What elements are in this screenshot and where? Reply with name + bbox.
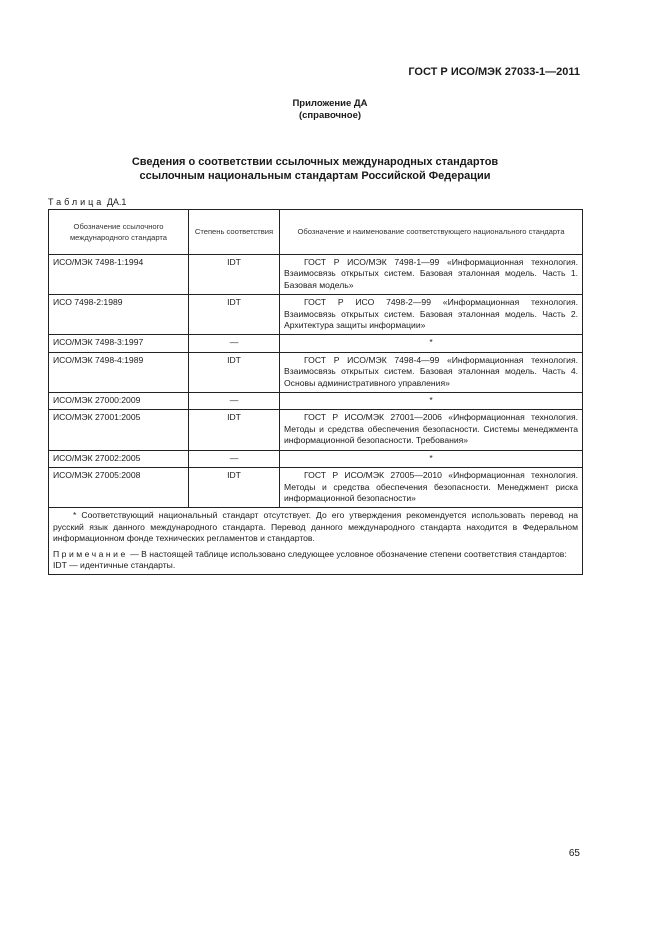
cell-degree: IDT xyxy=(189,468,280,508)
section-title xyxy=(100,155,530,183)
cell-national-standard xyxy=(280,295,583,335)
cell-national-standard: * xyxy=(280,450,583,467)
note-text: — В настоящей таблице использовано следующее условное обозначение степени соответствия стандартов: xyxy=(130,548,567,559)
table-caption xyxy=(48,197,126,207)
table-note xyxy=(53,549,578,560)
note-label: Примечание xyxy=(53,548,128,559)
cell-degree: — xyxy=(189,450,280,467)
section-title-line-2: ссылочным национальным стандартам Российской Федерации xyxy=(139,170,491,182)
header-international-standard: Обозначение ссылочного международного стандарта xyxy=(49,210,189,255)
appendix-subtitle: (справочное) xyxy=(298,110,362,121)
table-footnote-row xyxy=(49,508,583,575)
header-national-standard: Обозначение и наименование соответствующего национального стандарта xyxy=(280,210,583,255)
cell-degree: IDT xyxy=(189,295,280,335)
standards-correspondence-table xyxy=(48,209,583,575)
appendix-heading xyxy=(160,98,500,122)
cell-national-standard: * xyxy=(280,335,583,352)
national-standard-text: ГОСТ Р ИСО 7498-2—99 «Информационная технология. Взаимосвязь открытых систем. Базовая эталонная модель. Часть 2. Архитектура защиты информации» xyxy=(284,297,578,331)
cell-national-standard xyxy=(280,410,583,450)
note-item xyxy=(53,560,578,571)
table-row xyxy=(49,410,583,450)
table-row xyxy=(49,450,583,467)
section-title-line-1: Сведения о соответствии ссылочных международных стандартов xyxy=(131,156,499,168)
cell-degree: IDT xyxy=(189,255,280,295)
cell-degree: — xyxy=(189,335,280,352)
cell-international-standard: ИСО/МЭК 7498-3:1997 xyxy=(49,335,189,352)
footnote xyxy=(53,510,578,544)
footnote-text: * Соответствующий национальный стандарт отсутствует. До его утверждения рекомендуется использовать перевод на русский язык данного международного стандарта. Перевод данного международного стандарта находится в Федеральном информационном фонде технических регламентов и стандартов. xyxy=(53,510,578,543)
table-row xyxy=(49,255,583,295)
note-item-text: IDT — идентичные стандарты. xyxy=(53,560,176,571)
cell-international-standard: ИСО/МЭК 27005:2008 xyxy=(49,468,189,508)
appendix-title: Приложение ДА xyxy=(292,98,368,109)
table-row xyxy=(49,352,583,392)
cell-international-standard: ИСО/МЭК 27001:2005 xyxy=(49,410,189,450)
cell-international-standard: ИСО/МЭК 27000:2009 xyxy=(49,393,189,410)
table-row xyxy=(49,295,583,335)
national-standard-text: ГОСТ Р ИСО/МЭК 27005—2010 «Информационная технология. Методы и средства обеспечения безопасности. Менеджмент риска информационной безопасности» xyxy=(284,470,578,503)
cell-national-standard: * xyxy=(280,393,583,410)
cell-degree: IDT xyxy=(189,410,280,450)
table-footnote-cell xyxy=(49,508,583,575)
cell-degree: — xyxy=(189,393,280,410)
table-row xyxy=(49,335,583,352)
national-standard-text: ГОСТ Р ИСО/МЭК 27001—2006 «Информационная технология. Методы и средства обеспечения безопасности. Системы менеджмента информационной безопасности. Требования» xyxy=(284,412,578,446)
cell-degree: IDT xyxy=(189,352,280,392)
cell-national-standard xyxy=(280,468,583,508)
cell-national-standard xyxy=(280,255,583,295)
national-standard-text: ГОСТ Р ИСО/МЭК 7498-4—99 «Информационная технология. Взаимосвязь открытых систем. Базовая эталонная модель. Часть 4. Основы административного управления» xyxy=(284,354,578,388)
page-number: 65 xyxy=(568,848,580,859)
table-row xyxy=(49,468,583,508)
cell-international-standard: ИСО/МЭК 7498-1:1994 xyxy=(49,255,189,295)
header-degree: Степень соответствия xyxy=(189,210,280,255)
document-code: ГОСТ Р ИСО/МЭК 27033-1—2011 xyxy=(408,66,580,78)
cell-international-standard: ИСО 7498-2:1989 xyxy=(49,295,189,335)
table-row xyxy=(49,393,583,410)
table-caption-word: Таблица xyxy=(48,197,105,207)
table-header-row xyxy=(49,210,583,255)
cell-international-standard: ИСО/МЭК 27002:2005 xyxy=(49,450,189,467)
national-standard-text: ГОСТ Р ИСО/МЭК 7498-1—99 «Информационная технология. Взаимосвязь открытых систем. Базовая эталонная модель. Часть 1. Базовая модель» xyxy=(284,257,578,290)
cell-national-standard xyxy=(280,352,583,392)
table-caption-number: ДА.1 xyxy=(106,197,127,207)
cell-international-standard: ИСО/МЭК 7498-4:1989 xyxy=(49,352,189,392)
